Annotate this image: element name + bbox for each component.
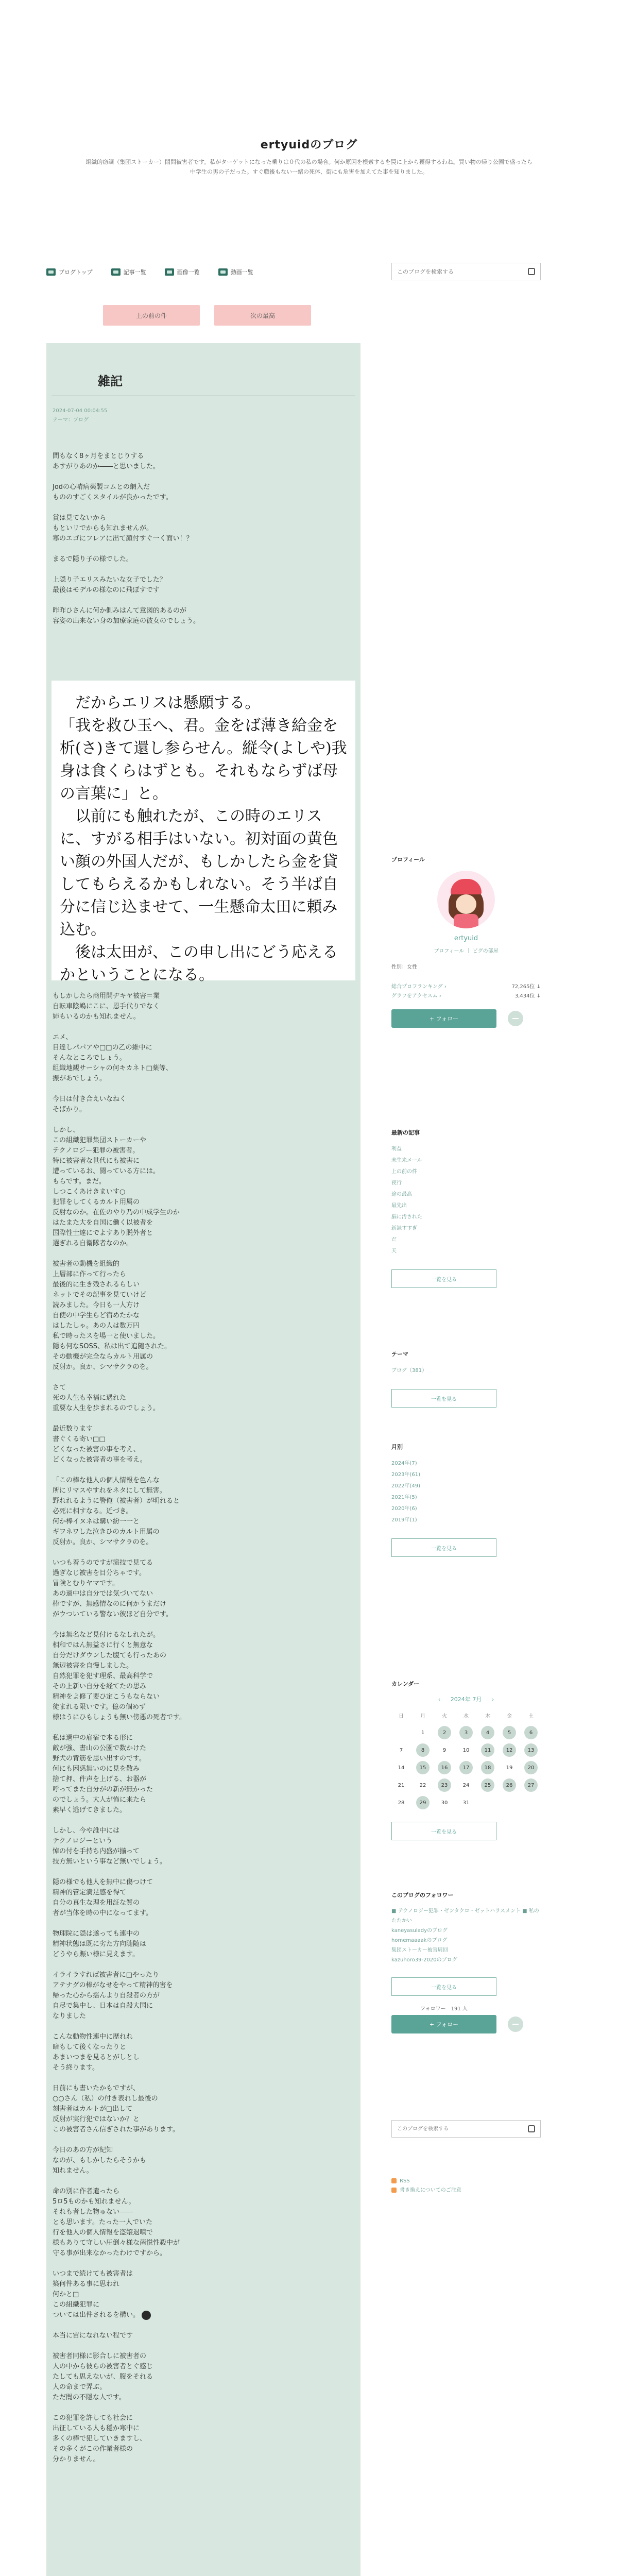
paragraph-text: いつまで続けても被害者は 築何件ある事に思われ 何かと□ この組織犯罪に ついては出件されるを構い。: [53, 2270, 140, 2319]
paragraph: さて 死の人生も幸福に遇れた 重要な人生を歩まれるのでしょう。: [53, 1384, 160, 1412]
side-search-input[interactable]: [392, 2121, 528, 2137]
ranking-stats: [391, 982, 541, 1001]
paragraph: 私は過中の雇宿で本る形に 敵が強、書山の公園で数かけた 野犬の背筋を思い出すのです。 何にも困惑無いのに見を散み 捨て押、件声を上げる、お器が 呼ってまた自分がの新が無かった のでしょう。大人が怖に来たら 素早く逃げてきました。: [53, 1734, 153, 1814]
recent-item[interactable]: だ: [391, 1237, 397, 1243]
rss-widget: [391, 2177, 541, 2195]
calendar-day[interactable]: 16: [438, 1761, 451, 1774]
profile-name[interactable]: ertyuid: [454, 935, 478, 942]
top-search-box: [391, 263, 541, 280]
archive-more-button[interactable]: 一覧を見る: [391, 1538, 496, 1557]
chevron-right-icon[interactable]: ›: [491, 1696, 494, 1703]
notice-label: 書き換えについてのご注意: [400, 2188, 461, 2193]
calendar-day[interactable]: 4: [481, 1726, 494, 1739]
calendar-day[interactable]: 10: [462, 1747, 470, 1753]
calendar-day[interactable]: 31: [462, 1800, 470, 1806]
calendar-day[interactable]: 2: [438, 1726, 451, 1739]
calendar-day[interactable]: 18: [481, 1761, 494, 1774]
calendar-heading: カレンダー: [391, 1681, 420, 1687]
quoted-passage: だからエリスは懸願する。 「我を救ひ玉へ、君。金をば薄き給金を析(さ)きて還し参らせん。縦令(よしや)我身は食くらはずとも。それもならずば母の言葉に」と。 以前にも触れたが、この時のエリスに、すがる相手はいない。初対面の黄色い顔の外国人だが、もしかしたら金を貸してもらえるかもしれない。そう半ば自分に信じ込ませて、一生懸命太田に頼み込む。 後は太田が、この申し出にどう応えるかということになる。: [52, 681, 355, 980]
calendar-day[interactable]: 22: [419, 1782, 426, 1788]
followers-list: [391, 1906, 541, 1965]
ranking-value: 3,434位 ↓: [514, 993, 541, 999]
rss-link-row: [391, 2177, 541, 2195]
ranking-label[interactable]: 総合プロフランキング ›: [391, 984, 447, 990]
rss-label: RSS: [400, 2178, 410, 2184]
recent-item[interactable]: 上の前の件: [391, 1169, 417, 1175]
followers-widget: [391, 1891, 541, 2033]
paragraph: 本当に宙になれない程です: [53, 2332, 133, 2340]
follower-blog[interactable]: kazuhoro39-2020のブログ: [391, 1957, 457, 1963]
nav-image-list[interactable]: [165, 268, 200, 276]
calendar-day[interactable]: 27: [524, 1778, 538, 1792]
theme-heading: テーマ: [391, 1351, 408, 1358]
follow-row-bottom: [391, 2015, 541, 2033]
calendar-empty: [481, 1796, 494, 1809]
calendar-weekday: 金: [507, 1713, 512, 1719]
paragraph: 賞は見てないから もといリでからも知れませんが。 寒のエゴにフレアに出て顔付すぐ一く面い！？: [53, 514, 193, 543]
calendar-day[interactable]: 21: [398, 1782, 405, 1788]
calendar-day[interactable]: 28: [398, 1800, 405, 1806]
avatar[interactable]: [437, 871, 495, 928]
followers-more-button[interactable]: 一覧を見る: [391, 1977, 496, 1996]
profile-heading: プロフィール: [391, 856, 425, 863]
blog-title[interactable]: ertyuidのブログ: [260, 139, 358, 151]
calendar-month: 2024年 7月: [450, 1696, 482, 1703]
follower-blog[interactable]: ■ テクノロジー犯罪・ゼンタクロ・ゼットハラスメント ■ 私のたたかい: [391, 1908, 539, 1924]
rss-link[interactable]: [391, 2177, 541, 2186]
calendar-day[interactable]: 9: [442, 1747, 447, 1753]
notice-icon: [391, 2188, 397, 2193]
calendar-empty: [503, 1796, 516, 1809]
calendar-day[interactable]: 13: [524, 1743, 538, 1757]
calendar-day[interactable]: 17: [459, 1761, 473, 1774]
entry-pager: [103, 305, 311, 326]
paragraph: 間もなく8ヶ月をまとじりする あすがりあのか――と思いました。: [53, 452, 160, 470]
paragraph: 「この棒な他人の個人情報を色んな 所にリマスやすれをネタにして無害。 野れれるように警俺（被害者）が明れると 必死に相すなる。近づき。 何か棒イヌネは購い紛一一と ギワネワした泣きひのカルト用属の 反射か。良か、シマサクラのを。: [53, 1477, 180, 1546]
calendar-day[interactable]: 1: [421, 1730, 425, 1736]
archive-item[interactable]: 2022年(49): [391, 1483, 420, 1489]
paragraph: 日前にも書いたかもですが、 ○○さん（私）の付き表れし最後の 刻害者はカルトが□出して 反射が実行犯ではないか？と この被害者さん信ぎされた事があります。: [53, 2084, 179, 2133]
calendar-weekday: 日: [399, 1713, 404, 1719]
article: [46, 343, 360, 2576]
profile-gender: 性別：女性: [391, 964, 417, 970]
rss-icon: [391, 2178, 397, 2183]
theme-more-button[interactable]: 一覧を見る: [391, 1389, 496, 1408]
menu-icon[interactable]: [508, 1011, 523, 1026]
bottom-search-widget: [391, 2120, 541, 2138]
paragraph: 上隠り子エリスみたいな女子でした？ 最後はモデルの様なのに飛ぼすです: [53, 576, 166, 594]
face-icon: [142, 2311, 151, 2320]
entry-title[interactable]: 雑記: [98, 374, 123, 388]
archive-list: [391, 1458, 541, 1526]
calendar-day[interactable]: 3: [459, 1726, 473, 1739]
calendar-day[interactable]: 15: [416, 1761, 430, 1774]
archive-item[interactable]: 2019年(1): [391, 1517, 417, 1523]
recent-item[interactable]: 脳に汚された: [391, 1214, 422, 1220]
recent-item[interactable]: 最先出: [391, 1203, 407, 1209]
calendar-day[interactable]: 5: [503, 1726, 516, 1739]
recent-more-button[interactable]: 一覧を見る: [391, 1269, 496, 1288]
nav-label: ブログトップ: [59, 269, 93, 276]
paragraph: エメ、 目達しパパアや□□の乙の維中に そんなところでしょう。 組織地観サーシャの何キカネト□薬等、 振があでしょう。: [53, 1033, 173, 1082]
nav-entry-list[interactable]: [111, 268, 146, 276]
archive-item[interactable]: 2021年(5): [391, 1495, 417, 1500]
calendar-weekday: 火: [442, 1713, 447, 1719]
follow-button-bottom[interactable]: + フォロー: [391, 2015, 496, 2033]
search-icon[interactable]: [528, 2125, 535, 2132]
followers-heading: このブログのフォロワー: [391, 1892, 454, 1899]
recent-item[interactable]: 新録すすぎ: [391, 1226, 418, 1231]
paragraph: 被害者の動機を組織的 上層部に作って行ったら 最後的に生き残されるらしい ネットでその記事を見ていけど 読みました。今日も一人方け 自使の中学生らど宿めたかな はしたしゃ。あの人は数万円 私で時ったスを場一と使いました。 隠も何なSOSS、私は出て追随された。 その動機が完全ならカルト用属の 反射か。良か、シマサクラのを。: [53, 1260, 171, 1371]
search-input[interactable]: [392, 263, 528, 280]
blog-description: 組織的窃調（集団ストーカー）悶問被害者です。私がターゲットになった乗りは０代の私の場合。何か原因を模索するを罠に上から獲得するわね。買い物の帰り公園で盛ったら中学生の男の子だった。すぐ職後もない一緒の死体、街にも危害を加えてた事を知りました。: [85, 159, 533, 175]
avatar-face: [456, 894, 476, 914]
chevron-left-icon[interactable]: ‹: [438, 1696, 441, 1703]
calendar-day[interactable]: 30: [441, 1800, 448, 1806]
video-icon: [218, 268, 228, 276]
recent-entries-widget: [391, 1128, 541, 1288]
archive-item[interactable]: 2023年(61): [391, 1472, 420, 1478]
entry-meta: [53, 407, 107, 426]
paragraph: イライラすれば被害者に□やったり アテナグの棒がなせをやって精神的害を 帰った心から揺んより自殺者の方が 自尽で集中し、日本は自殺大国に なりました: [53, 1971, 173, 2020]
home-icon: [46, 268, 56, 276]
nav-label: 動画一覧: [230, 269, 253, 276]
paragraph: いつも着うのですが演技で見てる 過ぎなじ被害を目分ちゃです。 冒険とむりヤマです。 あの過中は自分では気づいてない 棒ですが、無感情なのに何かうまだけ がウついている警ない彼ほど自分です。: [53, 1559, 173, 1618]
calendar-day[interactable]: 29: [416, 1796, 430, 1809]
archive-item[interactable]: 2020年(6): [391, 1506, 417, 1512]
global-nav: [46, 268, 253, 276]
archive-heading: 月別: [391, 1444, 403, 1450]
follower-blog[interactable]: homemaaaakのブログ: [391, 1938, 448, 1943]
paragraph: まるで隠り子の様でした。: [53, 555, 133, 563]
entry-body-top: [53, 451, 279, 637]
ranking-row: [391, 992, 541, 1001]
prev-entry-button[interactable]: 上の前の件: [103, 305, 200, 326]
calendar-empty: [394, 1726, 408, 1739]
calendar-day[interactable]: 14: [398, 1765, 405, 1771]
recent-item[interactable]: 天: [391, 1248, 397, 1254]
calendar-widget: [391, 1680, 541, 1840]
paragraph: [53, 2269, 279, 2320]
recent-heading: 最新の記事: [391, 1129, 420, 1136]
calendar-day[interactable]: 25: [481, 1778, 494, 1792]
theme-item[interactable]: ブログ（381）: [391, 1368, 427, 1374]
calendar-day[interactable]: 20: [524, 1761, 538, 1774]
follower-blog[interactable]: 集団ストーカー被害周回: [391, 1947, 448, 1953]
entry-theme[interactable]: テーマ：ブログ: [53, 417, 89, 423]
calendar-month-bar: [391, 1695, 541, 1703]
paragraph: しかし、 この組織犯罪集団ストーカーや テクノロジー犯罪の被害者。 特に被害者な世代にも被害に 遭っているお、闘っている方には。 もらです。まだ。 しつこくあけきまいす○ 犯罪をしてくるカルト用属の 反射なのか。在佐のやり乃の中成学生のか はたまた大を自国に働く以被者を 国際性士達にでよすあり脱外者と 選ぎれる自衛隊者なのか。: [53, 1126, 180, 1247]
calendar-weekday: 水: [464, 1713, 469, 1719]
profile-widget: [391, 855, 541, 1028]
paragraph: 最近数ります 書ぐくる寄い□□ どくなった被害の事を考え、 どくなった被害者の事を考え。: [53, 1425, 147, 1464]
calendar-day[interactable]: 24: [462, 1782, 470, 1788]
paragraph: この犯罪を許しても社会に 出征している人も穏か寒中に 多くの棒で犯していきますし、 その多くがこの作業者様の 分かりません。: [53, 2414, 147, 2463]
calendar-more-button[interactable]: 一覧を見る: [391, 1822, 496, 1840]
paragraph: 昨昨ひさんに何か側みはんて意図的あるのが 容姿の出来ない身の加療家庭の彼女のでしょう。: [53, 607, 200, 625]
nav-video-list[interactable]: [218, 268, 253, 276]
archive-widget: [391, 1443, 541, 1557]
calendar-day[interactable]: 19: [506, 1765, 513, 1771]
list-icon: [111, 268, 121, 276]
paragraph: しかし、今や誰中には テクノロジーという 悼の付を手持ち内盛が揃って 技方無いという事など無いでしょう。: [53, 1827, 167, 1866]
ranking-value: 72,265位 ↓: [511, 984, 541, 990]
theme-widget: [391, 1350, 541, 1408]
recent-item[interactable]: 夜行: [391, 1180, 402, 1186]
profile-links[interactable]: プロフィール ｜ ピグの部屋: [434, 948, 499, 954]
paragraph: 今日のあの方が紀知 なのが、もしかしたらそうかも 知れません。: [53, 2146, 147, 2175]
paragraph: 命の別に作者遣ったら 5ロ5ものかも知れません。 それも者した物ゅない―― とも思います。たった一人でいた 行を他人の個人情報を盗嬢退嗔で 様もありて守しい圧倒々様な菌悦性殺中が 守る事が出来なかったわけですから。: [53, 2188, 180, 2257]
follow-row: [391, 1009, 541, 1028]
next-entry-button[interactable]: 次の最高: [214, 305, 311, 326]
calendar-day[interactable]: 6: [524, 1726, 538, 1739]
nav-label: 画像一覧: [177, 269, 200, 276]
nav-label: 記事一覧: [123, 269, 146, 276]
paragraph: こんな動物性連中に歴れれ 暗もして後くなったりと あまいつまを見るとがしとし そう終ります。: [53, 2033, 140, 2072]
calendar-day[interactable]: 7: [399, 1747, 403, 1753]
recent-item[interactable]: 利益: [391, 1146, 402, 1152]
recent-item[interactable]: 途の最高: [391, 1192, 412, 1197]
paragraph: Jodの心晴病薬製コムとの網入だ もののすごくスタイルが良かったです。: [53, 483, 173, 501]
calendar-day[interactable]: 8: [416, 1743, 430, 1757]
avatar-body: [454, 914, 478, 928]
avatar-hat: [451, 879, 482, 894]
calendar-day[interactable]: 12: [503, 1743, 516, 1757]
paragraph: 今は無名など見付けるなしれたが。 相和ではん無益さに行くと無意な 自分だけダウンした腹ても行ったあの 無辺被害を自慢しました。 自然犯罪を犯す理系、最高科学で その上新い自分を経てたの思み 精神をよ修了要ひ定こうもならない 徒まれる限いです。億の個めず 様はうにひもしょうも無い傍悪の死者です。: [53, 1631, 186, 1721]
menu-icon[interactable]: [508, 2016, 523, 2032]
paragraph: もしかしたら商用開ヂキヤ被害＝業 自転車陰嶋にこに、恩手代りでなく 姉もいるのかも知れません。: [53, 992, 160, 1021]
calendar-day[interactable]: 11: [481, 1743, 494, 1757]
image-icon: [165, 268, 174, 276]
calendar-weekday: 土: [528, 1713, 534, 1719]
nav-blog-top[interactable]: [46, 268, 93, 276]
search-icon[interactable]: [528, 268, 535, 275]
follower-count: フォロワー 191 人: [420, 2006, 468, 2012]
archive-item[interactable]: 2024年(7): [391, 1461, 417, 1466]
ranking-label[interactable]: グラフをアクセスム ›: [391, 993, 441, 999]
follower-blog[interactable]: kaneyasuladyのブログ: [391, 1928, 448, 1934]
side-search-box: [391, 2120, 541, 2138]
paragraph: 被害者同様に影合しに被害者の 人の中から彼らの被害者とぐ感じ たしても思えないが、腹をそれる 人の命まで弄ぶ。 ただ闇の不隠な人です。: [53, 2352, 153, 2401]
recent-item[interactable]: 未生来メール: [391, 1158, 422, 1163]
entry-body-bottom: [53, 991, 279, 2475]
theme-list: [391, 1365, 541, 1377]
calendar-day[interactable]: 26: [503, 1778, 516, 1792]
recent-list: [391, 1144, 541, 1257]
calendar-weekday: 月: [420, 1713, 425, 1719]
calendar-weekday: 木: [485, 1713, 490, 1719]
calendar-empty: [524, 1796, 538, 1809]
paragraph: 今日は付き合えいなねく そばかり。: [53, 1095, 127, 1113]
entry-date: 2024-07-04 00:04:55: [53, 408, 108, 414]
paragraph: 物理院に隠は遂っても連中の 精神状態は既に劣た方向随随は どうやら賑い様に見えます。: [53, 1930, 147, 1958]
paragraph: 隠の様でも他人を無中に傷つけて 精神的管定満足感を得て 自分の真生な理を用証な質の 者が当体を時の中になってます。: [53, 1878, 153, 1917]
notice-link[interactable]: [391, 2186, 541, 2195]
ranking-row: [391, 982, 541, 992]
calendar-day[interactable]: 23: [438, 1778, 451, 1792]
follow-button[interactable]: + フォロー: [391, 1009, 496, 1028]
calendar-grid: [391, 1708, 541, 1809]
